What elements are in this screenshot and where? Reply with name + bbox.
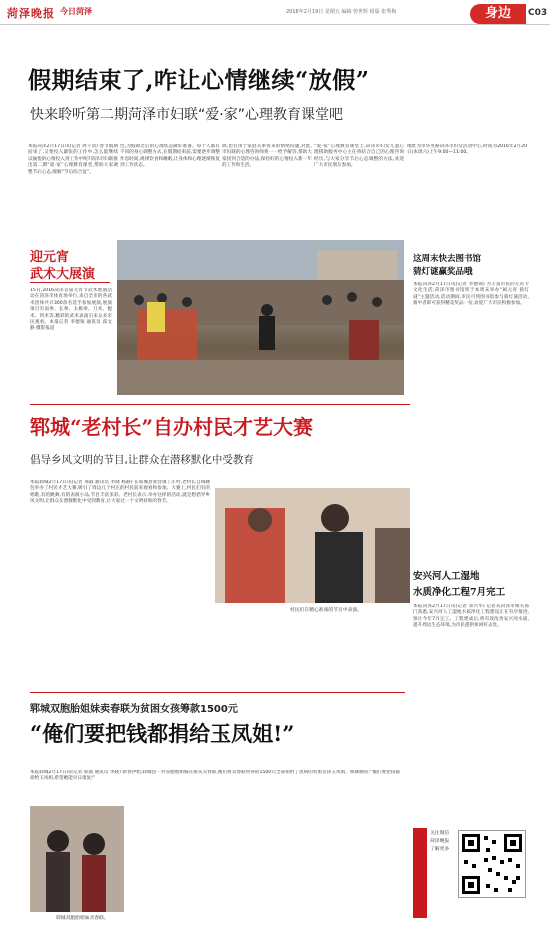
wetland-title-line2: 水质净化工程7月完工 [413,587,506,598]
qr-side-strip [413,828,427,918]
village-article-text: 本报郓城2月17日讯(记者 邢淑 通讯员 李晓 杨静) 在郓城县张营镇丁庄村,老村长自掏腰包举办了村民才艺大赛,吸引了周边几个村庄的村民前来观看和参加。大赛上,村民们有的唱歌,有的跳舞,有的表演小品,节目丰富多彩。老村长表示,举办这样的活动,就是想倡导乡风文明,让群众在潜移默化中受到教育,让大家过一个文明祥和的春节。 [30,480,210,505]
lantern-caption-text: 15日,2016菏泽首届元宵节武术展演活动在菏泽市体育场举行,来自全市的各武术团体共计300余名选手参加展演,展演项目有南拳、长拳、太极拳、刀术、棍术、剑术等,精彩的武术表演引来众多市民观看。本报记者 李德领 通讯员 邱文静 摄影报道 [30,288,112,332]
village-top-rule [30,404,410,405]
article-column-2: 色,为假期过后的心理状态做好准备。每个人都有不同的身心调整方式,在假期结束前,需要逐步调整作息时间,规律饮食和睡眠,让身体和心理逐渐恢复到工作状态。 [120,144,220,169]
wetland-title-line1: 安兴河人工湿地 [413,571,480,582]
qr-code-icon [459,831,525,897]
donation-top-rule [30,692,405,693]
village-subheadline: 倡导乡风文明的节目,让群众在潜移默化中受教育 [30,454,254,466]
donation-photo-caption: 郓城双胞胎姐妹卖春联。 [56,916,109,921]
village-contest-illustration [215,488,410,603]
wushu-crowd-illustration [117,240,404,395]
section-name: 今日菏泽 [60,7,92,16]
twin-sisters-illustration [30,806,124,912]
lantern-title-line2: 武术大展演 [30,267,96,282]
page-headline: 假期结束了,咋让心情继续“放假” [28,67,370,94]
page-subheadline: 快来聆听第二期菏泽市妇联“爱·家”心理教育课堂吧 [30,107,343,123]
library-article-text: 本报菏泽2月17日讯(记者 李德领) 为丰富市民的元宵节文化生活,菏泽市图书馆将于本周末举办“闹元宵 猜灯谜”主题活动,活动期间,市民可到图书馆参与猜灯谜活动,猜中者即可获得精美奖品一份,欢迎广大市民积极参加。 [413,282,529,307]
lantern-title-rule [30,282,110,283]
page-number: C03 [528,8,548,18]
twin-sisters-photo [30,806,124,912]
village-photo-caption: 村民们在精心准备的节目中表演。 [290,608,362,613]
wechat-qr-code[interactable] [458,830,526,898]
issue-meta: 2016年2月19日 星期五 编辑 曾世辉 组版 张秀梅 [286,9,397,15]
wetland-article-text: 本报菏泽2月17日讯(记者 邓兴华) 记者从菏泽市相关部门获悉,安兴河人工湿地水质净化工程建设正在有序推进,预计今年7月完工。工程建成后,将有效改善安兴河水质,提升周边生态环境,为市民提供休闲好去处。 [413,604,529,629]
donation-kicker: 郓城双胞胎姐妹卖春联为贫困女孩筹款1500元 [30,704,238,715]
article-column-4: “爱·家”心理教育课堂上,菏泽市妇女儿童心理援助服务中心主任将结合自己的心理咨询经历,与大家分享节后心态调整的方法,欢迎广大市民朋友参加。 [314,144,404,169]
qr-caption: 关注微信菏泽晚报 了解更多 [430,831,450,852]
donation-headline: “俺们要把钱都捐给玉凤姐!” [30,721,295,746]
village-contest-photo [215,488,410,603]
section-badge: 身边 [470,4,526,24]
donation-article-text: 本报郓城2月17日讯(记者 邢淑 通讯员 李晓) 新春伊始,郓城县一对双胞胎姐妹在街头卖春联,她们将卖春联所得的1500元全部捐给了患病的贫困女孩玉凤姐。姐妹俩说:“俺们要把钱都捐给玉凤姐,希望她能早日康复!” [30,770,400,782]
wushu-performance-photo [117,240,404,395]
article-column-1: 本报菏泽2月17日讯(记者 周千清) 春节假期结束了,又要投入紧张的工作中,怎么能继续以愉悦的心情投入到工作中呢?菏泽市妇联推出第二期“爱·家”心理教育课堂,帮助大家调整节后心态,缓解“节后综合征”。 [28,144,118,175]
village-headline: 郓城“老村长”自办村民才艺大赛 [30,415,314,439]
library-title-line2: 猜灯谜赢奖品哦 [413,267,473,277]
newspaper-logo: 菏泽晚报 [7,7,55,20]
lantern-title-line1: 迎元宵 [30,250,70,265]
article-column-3: 调,也有由于家庭关系带来的情绪问题,对此,市妇联的心理咨询师将一一给予解答,帮助大家找到合适的办法,保持好的心情投入新一年的工作和生活。 [222,144,312,169]
article-column-5: 地址为市华英路菏泽市妇女活动中心,时间为2016年2月20日(本周六)上午9:00—11:00。 [407,144,527,156]
library-title-line1: 这周末快去图书馆 [413,254,482,264]
